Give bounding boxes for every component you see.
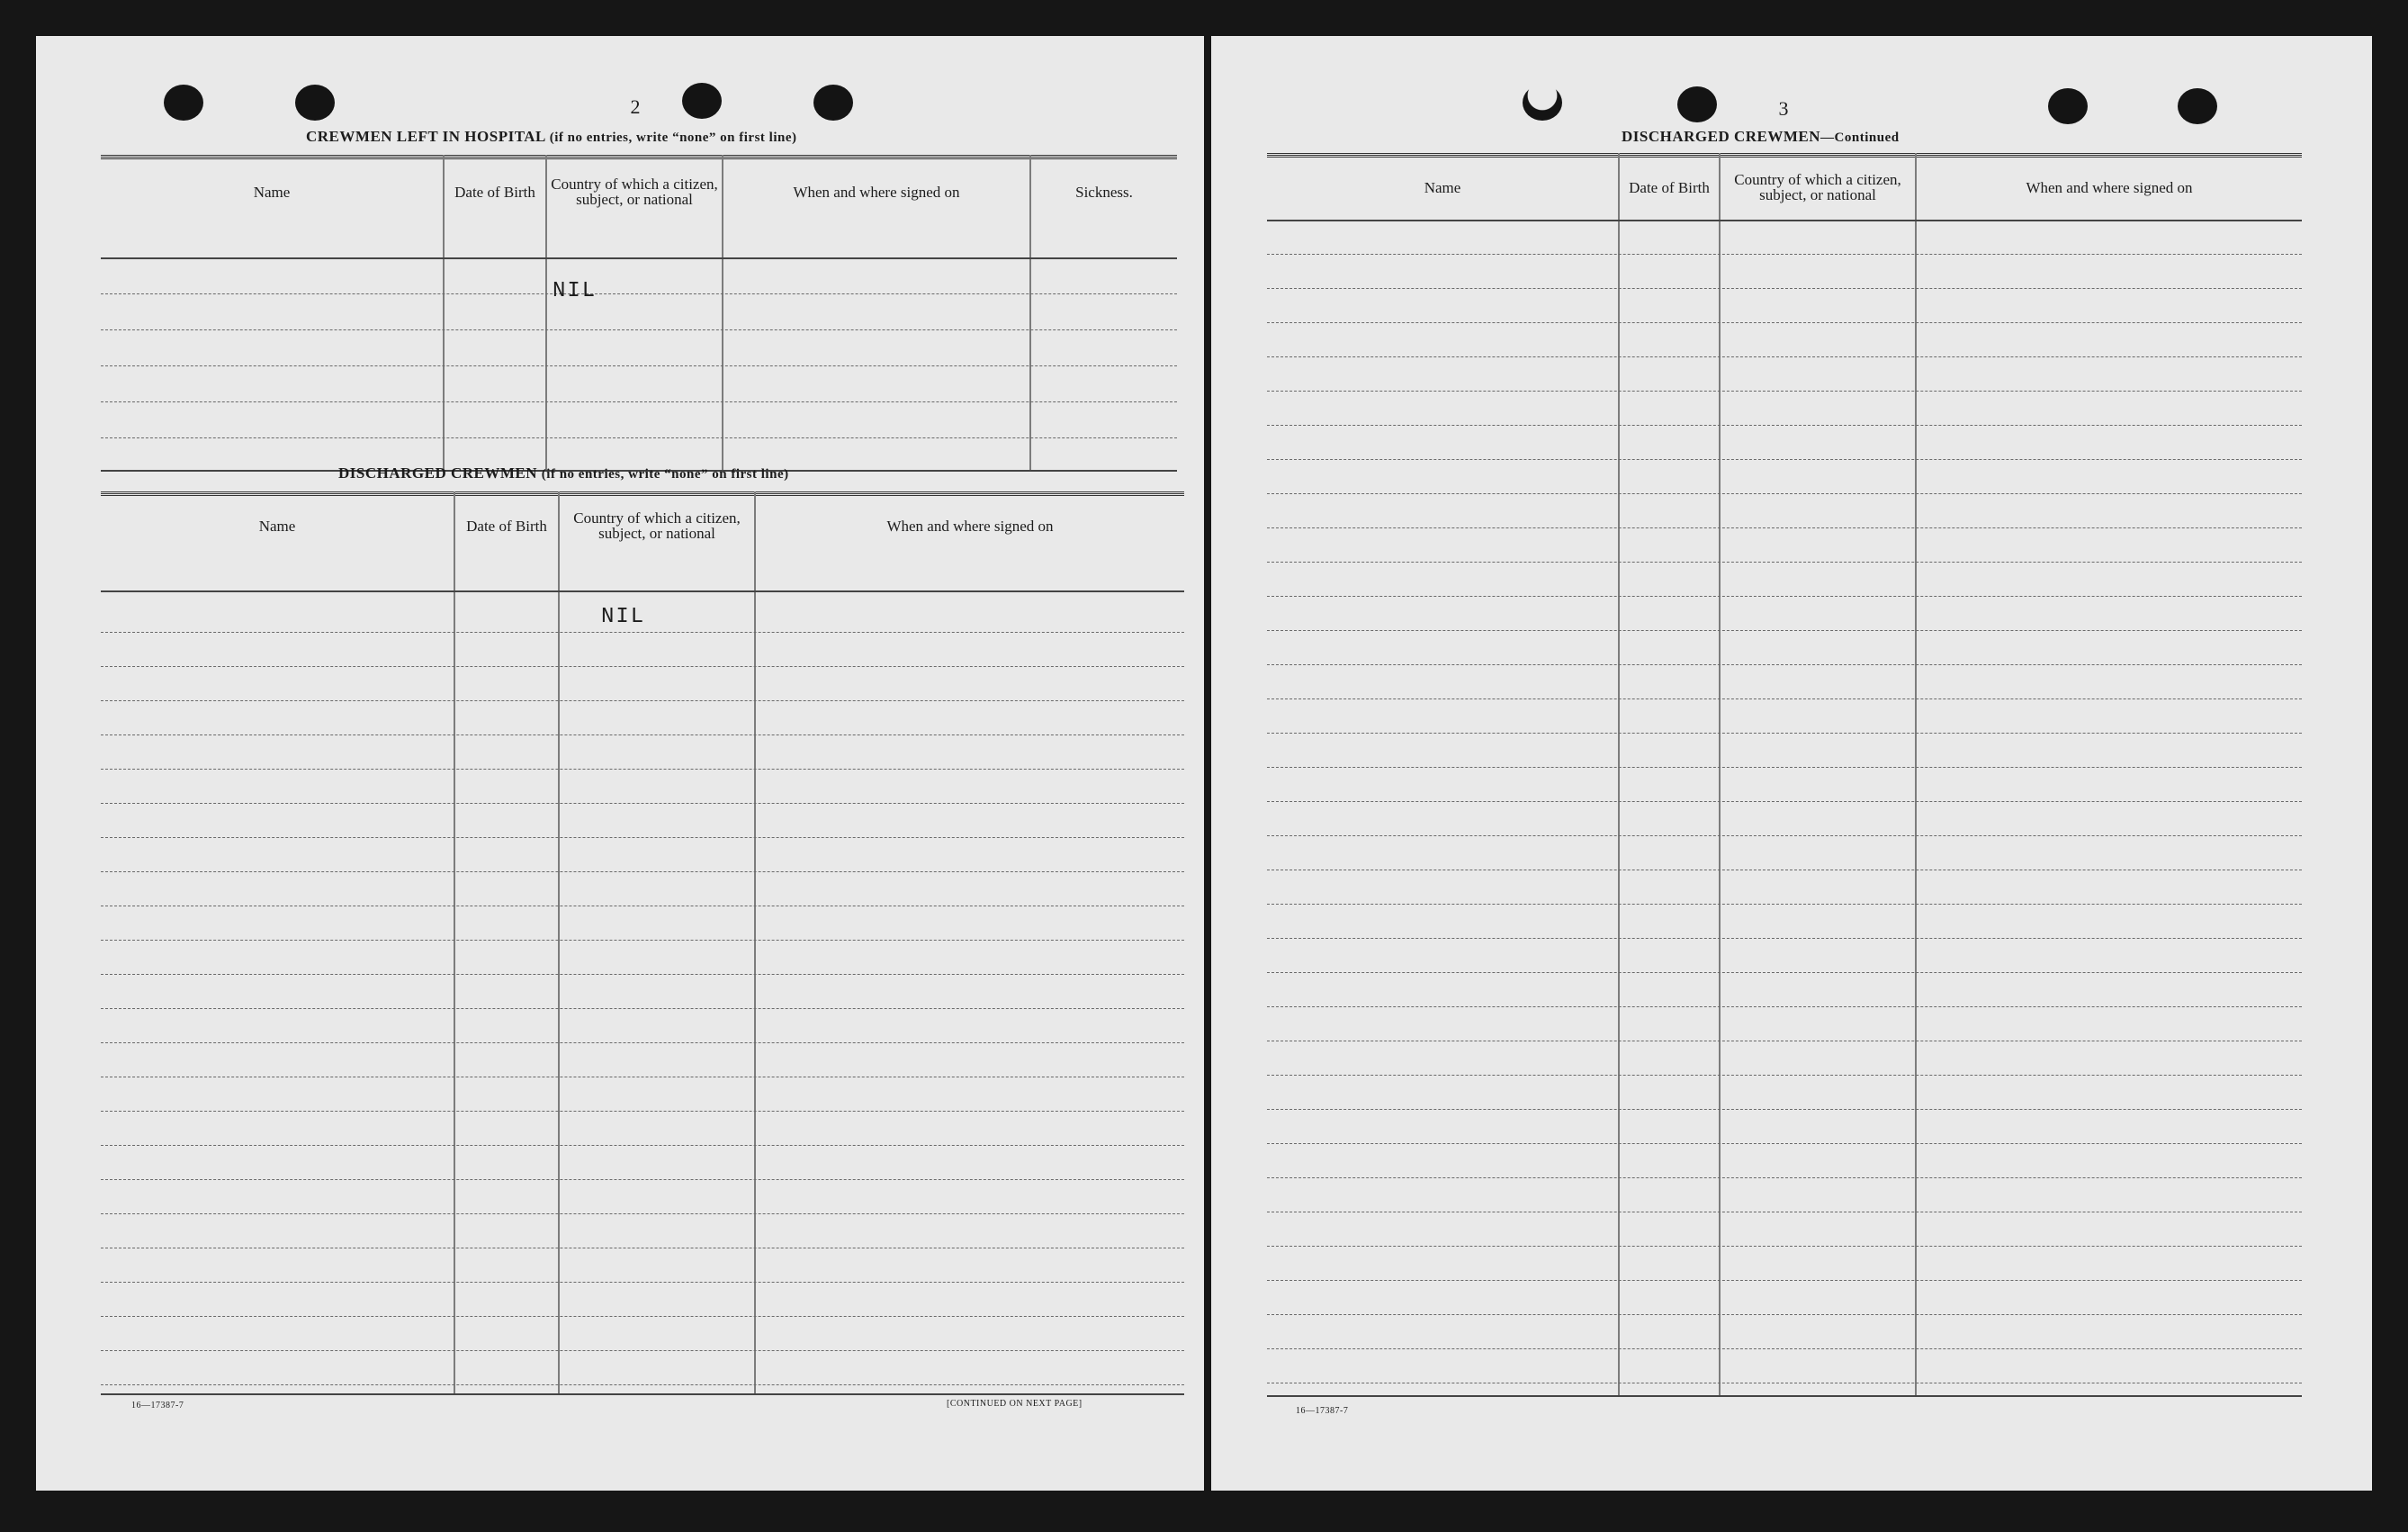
column-header-country: Country of which a citizen, subject, or national	[551, 176, 718, 208]
ruled-line	[1267, 1143, 2302, 1144]
page-number: 2	[630, 95, 641, 118]
column-header-signed-on: When and where signed on	[886, 517, 1054, 535]
ruled-line	[1267, 459, 2302, 460]
continued-title-text: DISCHARGED CREWMEN	[1622, 128, 1821, 145]
ruled-line	[1267, 630, 2302, 631]
column-header-sickness: Sickness.	[1075, 183, 1133, 201]
ruled-line	[1267, 254, 2302, 255]
form-code: 16—17387-7	[1296, 1406, 1349, 1416]
ruled-line	[1267, 1109, 2302, 1110]
page-number: 3	[1778, 97, 1789, 120]
ruled-line	[1267, 356, 2302, 357]
discharged-continued-table	[1267, 153, 2302, 1399]
ruled-line	[1267, 425, 2302, 426]
ruled-line	[1267, 527, 2302, 528]
column-header-date-of-birth: Date of Birth	[454, 183, 535, 201]
ruled-line	[101, 1179, 1184, 1180]
ruled-line	[1267, 1177, 2302, 1178]
right-page	[1211, 36, 2372, 1491]
punch-hole	[2178, 88, 2217, 124]
punch-hole	[164, 85, 203, 121]
ruled-line	[101, 803, 1184, 804]
ruled-line	[1267, 767, 2302, 768]
ruled-line	[101, 1145, 1184, 1146]
ruled-line	[1267, 493, 2302, 494]
column-header-signed-on: When and where signed on	[2026, 178, 2193, 196]
ruled-line	[1267, 1348, 2302, 1349]
column-header-country: Country of which a citizen, subject, or national	[573, 509, 741, 542]
punch-hole	[2048, 88, 2088, 124]
ruled-line	[1267, 1075, 2302, 1076]
ruled-line	[101, 974, 1184, 975]
discharged-continued-title	[1622, 128, 1900, 146]
ruled-line	[101, 700, 1184, 701]
ruled-line	[1267, 835, 2302, 836]
ruled-line	[1267, 322, 2302, 323]
ruled-line	[1267, 1314, 2302, 1315]
ruled-line	[101, 1282, 1184, 1283]
ruled-line	[1267, 664, 2302, 665]
ruled-line	[101, 666, 1184, 667]
column-header-date-of-birth: Date of Birth	[1629, 178, 1710, 196]
column-header-country: Country of which a citizen, subject, or national	[1734, 171, 1901, 203]
discharged-subtitle-text: (if no entries, write “none” on first line)	[541, 467, 789, 482]
hospital-nil-entry: NIL	[553, 279, 598, 303]
ruled-line	[101, 1111, 1184, 1112]
left-page	[36, 36, 1204, 1491]
ruled-line	[101, 1042, 1184, 1043]
ruled-line	[101, 632, 1184, 633]
ruled-line	[1267, 562, 2302, 563]
punch-hole	[1523, 85, 1562, 121]
column-header-signed-on: When and where signed on	[793, 183, 960, 201]
ruled-line	[101, 1384, 1184, 1385]
ruled-line	[1267, 904, 2302, 905]
column-header-name: Name	[258, 517, 296, 535]
ruled-line	[101, 1213, 1184, 1214]
discharged-section-title	[338, 464, 789, 482]
ruled-line	[1267, 1006, 2302, 1007]
ruled-line	[101, 1350, 1184, 1351]
hospital-table	[101, 155, 1177, 472]
hospital-title-text: CREWMEN LEFT IN HOSPITAL	[306, 128, 545, 145]
discharged-title-text: DISCHARGED CREWMEN	[338, 464, 538, 482]
ruled-line	[101, 1316, 1184, 1317]
hospital-subtitle-text: (if no entries, write “none” on first line)	[549, 131, 797, 145]
punch-hole	[813, 85, 853, 121]
ruled-line	[1267, 288, 2302, 289]
ruled-line	[1267, 1280, 2302, 1281]
form-code: 16—17387-7	[131, 1401, 184, 1410]
ruled-line	[101, 940, 1184, 941]
ruled-line	[1267, 391, 2302, 392]
hospital-section-title	[306, 128, 797, 146]
continued-note: [CONTINUED ON NEXT PAGE]	[947, 1399, 1083, 1409]
ruled-line	[101, 871, 1184, 872]
ruled-line	[1267, 801, 2302, 802]
column-header-name: Name	[1424, 178, 1461, 196]
ruled-line	[1267, 1246, 2302, 1247]
ruled-line	[1267, 698, 2302, 699]
discharged-nil-entry: NIL	[601, 605, 646, 629]
ruled-line	[101, 837, 1184, 838]
punch-hole	[1677, 86, 1717, 122]
punch-hole	[295, 85, 335, 121]
ruled-line	[1267, 733, 2302, 734]
ruled-line	[101, 769, 1184, 770]
column-header-date-of-birth: Date of Birth	[466, 517, 547, 535]
ruled-line	[101, 1008, 1184, 1009]
ruled-line	[1267, 972, 2302, 973]
ruled-line	[101, 734, 1184, 735]
ruled-line	[1267, 938, 2302, 939]
column-header-name: Name	[253, 183, 291, 201]
punch-hole	[682, 83, 722, 119]
continued-suffix-text: —Continued	[1820, 131, 1900, 145]
ruled-line	[1267, 596, 2302, 597]
